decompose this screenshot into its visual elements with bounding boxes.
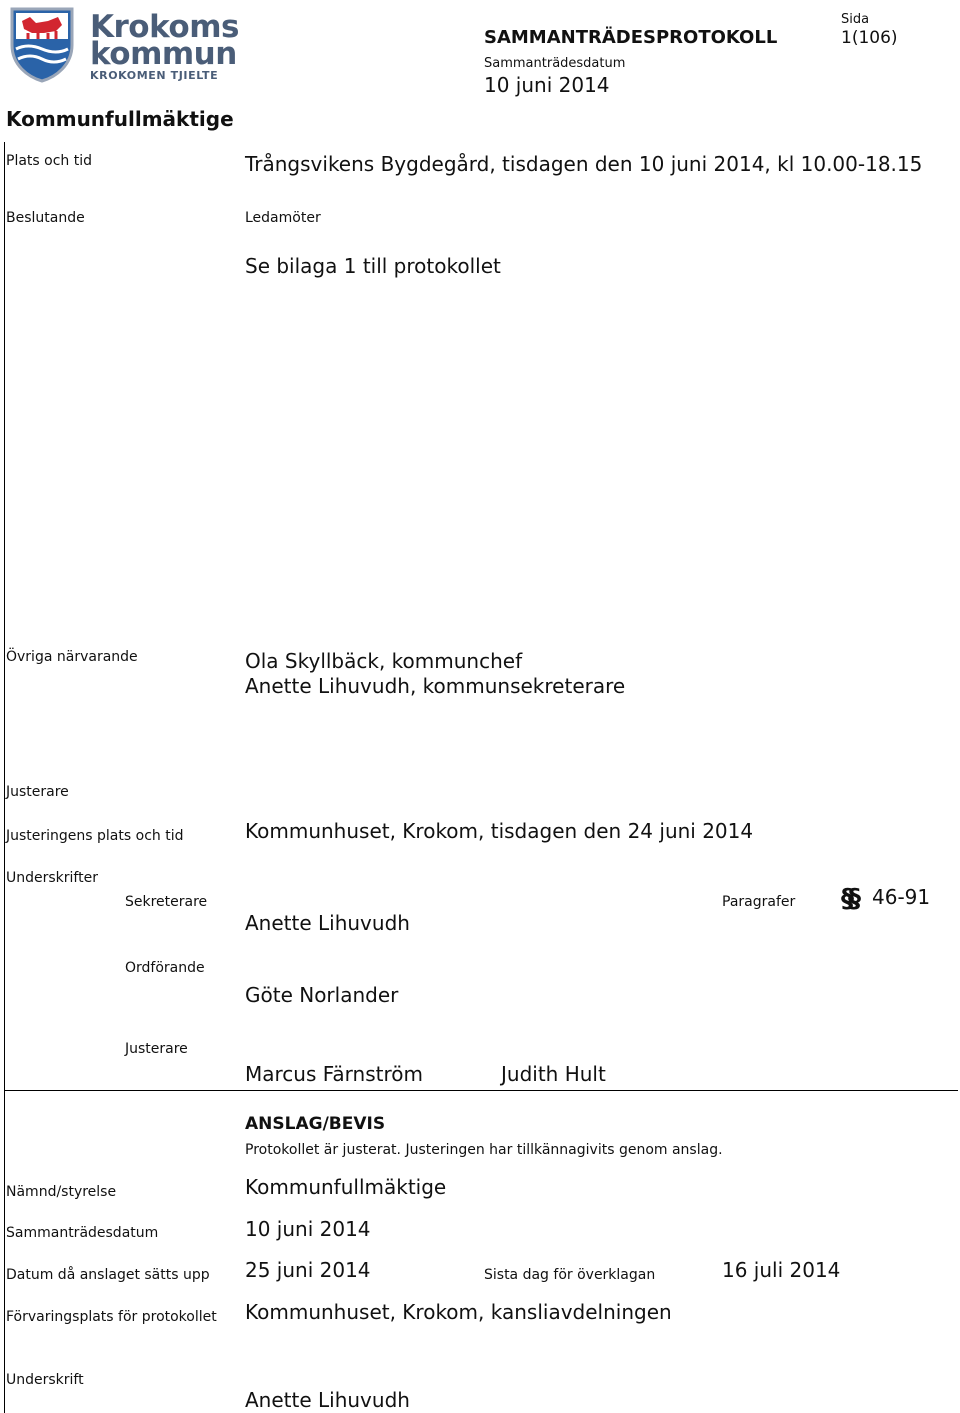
signature-name: Anette Lihuvudh — [245, 1388, 410, 1412]
posted-label: Datum då anslaget sätts upp — [6, 1267, 210, 1283]
section-sign-icon: §§ — [841, 884, 855, 914]
notice-date-value: 10 juni 2014 — [245, 1217, 371, 1241]
secretary-name: Anette Lihuvudh — [245, 911, 410, 935]
storage-value: Kommunhuset, Krokom, kansliavdelningen — [245, 1300, 672, 1324]
others-present-label: Övriga närvarande — [6, 649, 138, 665]
left-border-line — [4, 142, 5, 1413]
notice-date-label: Sammanträdesdatum — [6, 1225, 159, 1241]
paragraphs-value: 46-91 — [872, 885, 931, 909]
place-value: Trångsvikens Bygdegård, tisdagen den 10 juni 2014, kl 10.00-18.15 — [245, 152, 923, 176]
page-label: Sida — [841, 12, 870, 27]
body-label: Nämnd/styrelse — [6, 1184, 117, 1200]
header-date-value: 10 juni 2014 — [484, 73, 610, 97]
body-value: Kommunfullmäktige — [245, 1175, 447, 1199]
storage-label: Förvaringsplats för protokollet — [6, 1309, 217, 1325]
others-present-item-2: Anette Lihuvudh, kommunsekreterare — [245, 674, 626, 698]
notice-text: Protokollet är justerat. Justeringen har tillkännagivits genom anslag. — [245, 1142, 723, 1158]
logo-text-subtitle: KROKOMEN TJIELTE — [90, 69, 219, 82]
adjust-place-label: Justeringens plats och tid — [6, 828, 184, 844]
notice-title: ANSLAG/BEVIS — [245, 1114, 386, 1134]
place-label: Plats och tid — [6, 153, 92, 169]
signature-adjusters-label: Justerare — [125, 1041, 188, 1057]
others-present-item-1: Ola Skyllbäck, kommunchef — [245, 649, 523, 673]
chair-name: Göte Norlander — [245, 983, 399, 1007]
document-title: SAMMANTRÄDESPROTOKOLL — [484, 27, 778, 48]
members-label: Ledamöter — [245, 210, 321, 226]
adjust-place-value: Kommunhuset, Krokom, tisdagen den 24 juni 2014 — [245, 819, 754, 843]
members-value: Se bilaga 1 till protokollet — [245, 254, 501, 278]
adjusters-label: Justerare — [6, 784, 69, 800]
signatures-label: Underskrifter — [6, 870, 98, 886]
adjuster-name-2: Judith Hult — [501, 1062, 606, 1086]
decision-label: Beslutande — [6, 210, 85, 226]
last-appeal-label: Sista dag för överklagan — [484, 1267, 656, 1283]
coat-of-arms-icon — [8, 5, 76, 83]
page-number: 1(106) — [841, 28, 898, 48]
header-date-label: Sammanträdesdatum — [484, 56, 626, 71]
logo-text-kommun: kommun — [90, 36, 237, 72]
municipality-logo — [8, 5, 239, 85]
adjuster-name-1: Marcus Färnström — [245, 1062, 423, 1086]
committee-name: Kommunfullmäktige — [6, 107, 234, 131]
logo-text-krokoms: Krokoms — [90, 9, 239, 45]
paragraphs-label: Paragrafer — [722, 894, 796, 910]
posted-value: 25 juni 2014 — [245, 1258, 371, 1282]
secretary-label: Sekreterare — [125, 894, 208, 910]
last-appeal-value: 16 juli 2014 — [722, 1258, 841, 1282]
section-divider — [4, 1090, 958, 1091]
signature-label: Underskrift — [6, 1372, 84, 1388]
chair-label: Ordförande — [125, 960, 205, 976]
